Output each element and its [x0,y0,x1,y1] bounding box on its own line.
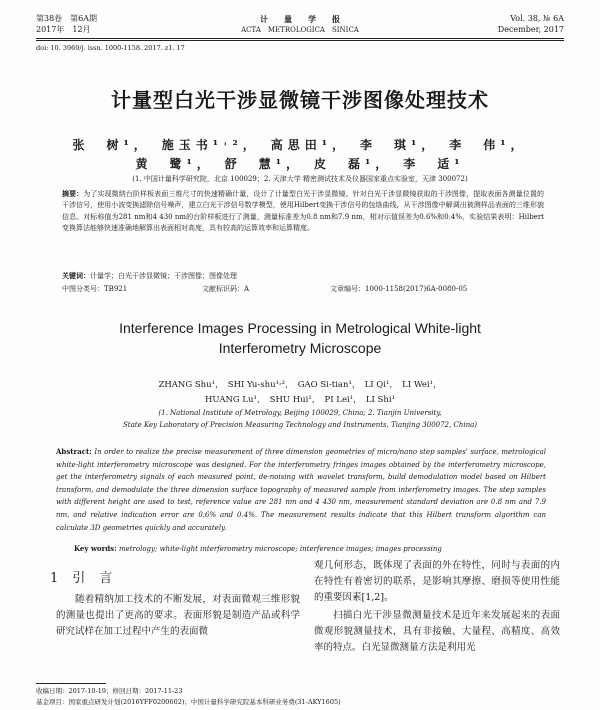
affiliation-en-line2: State Key Laboratory of Precision Measuring Technology and Instruments, Tianjing 300072, China) [123,421,477,429]
doc-code: 文献标识码：A [202,285,250,293]
header-rule [36,38,564,39]
section-number: 1 [50,571,73,586]
keywords-en-text: metrology; white-light interferometry microscope; interference images; images processing [118,545,442,553]
abstract-zh-text: 为了实现微纳台阶样板表面三维尺寸的快速精确计量，设计了计量型白光干涉显微镜。针对白光干涉显微镜获取的干涉图像，提取表面各测量位置的干涉信号，使用小波变换滤除信号噪声，建立白光干涉信号数学模型，使用Hilbert变换干涉信号的包络曲线，从干涉图像中解调出被测样品表面的三维形貌信息。对标称值为281 nm和4 430 nm的台阶样板进行了测量，测量标准差为0.8 nm和7.9 nm，相对示值误差为0.6%和0.4%，实验结果表明：Hilbert变换算法能够快速准确地解算出表面相对高度，具有较高的运算效率和运算精度。 [62,190,545,233]
header-volume-zh: 第38卷 第6A期 [36,14,98,23]
body-right-para2: 扫描白光干涉显微测量技术是近年来发展起来的表面微观形貌测量技术，具有非接触、大量程、高精度、高效率的特点。白光显微测量方法是利用光 [314,610,560,653]
clc-number: 中图分类号：TB921 [62,285,128,293]
doi: doi: 10. 3969/j. issn. 1000-1158. 2017. z1. 17 [36,44,185,52]
title-en-line2: Interferometry Microscope [218,340,382,356]
keywords-zh-label: 关键词： [62,271,90,280]
body-right-para1: 观几何形态，既体现了表面的外在特性，同时与表面的内在特性有着密切的联系，是影响其摩擦、磨损等使用性能的重要因素[1,2]。 [314,560,560,603]
authors-zh-line1: 张 树¹， 施玉书¹˒²， 高思田¹， 李 琪¹， 李 伟¹， [72,138,528,152]
title-en-line1: Interference Images Processing in Metrological White-light [119,320,481,336]
footnote-fund: 基金项目：国家重点研发计划(2016YFF0200602)；中国计量科学研究院基本科研业务费(31-AKY1605) [36,698,341,706]
header-volume-en: Vol. 38, № 6A [510,14,564,23]
header-date-zh: 2017年 12月 [36,25,91,34]
abstract-en [56,446,546,534]
keywords-zh-text: 计量学；白光干涉显微镜；干涉图像；图像处理 [90,272,237,280]
authors-zh-line2: 黄 鹭¹， 舒 慧¹， 皮 磊¹， 李 适¹ [135,157,465,171]
header-journal-en: ACTA METROLOGICA SINICA [241,26,359,34]
keywords-zh [62,270,544,282]
abstract-zh [62,188,544,235]
affiliation-en-line1: (1. National Institute of Metrology, Beijing 100029, China; 2. Tianjin University, [158,409,442,417]
keywords-en-label: Key words: [74,544,117,553]
body-left-column: 随着精纳加工技术的不断发展，对表面微观三维形貌的测量也提出了更高的要求。表面形貌是制造产品或科学研究试样在加工过程中产生的表面微 [56,594,300,637]
affiliation-zh: (1. 中国计量科学研究院，北京 100029；2. 天津大学 精密测试技术及仪器国家重点实验室，天津 300072) [132,175,468,183]
footnote-received: 收稿日期：2017-10-19；修回日期：2017-11-23 [36,687,183,695]
keywords-en [74,543,546,555]
authors-en-line2: HUANG Lu¹， SHU Hui¹， PI Lei¹， LI Shi¹ [205,395,395,405]
footnote-rule [36,683,106,684]
abstract-en-text: In order to realize the precise measurement of three dimension geometries of micro/nano step samples' surface, metrological white-light interferometry microscope was designed. For the interferometry fringes images obtained by the interferometry microscope, get the interferometry signals of each measured point, de-noising with wavelet transform, build demodulation model based on Hilbert transform, and demodulate the three dimension surface topography of measured sample from interferometry images. The step samples with different height are used to test, reference value are 281 nm and 4 430 nm, measurement standard deviation are 0.8 nm and 7.9 nm, and relative indication error are 0.6% and 0.4%. The measurement results indicate that this Hilbert transform algorithm can calculate 3D geometries quickly and accurately. [56,448,546,532]
title-zh: 计量型白光干涉显微镜干涉图像处理技术 [111,88,489,112]
header-rule-thin [36,40,564,41]
article-id: 文章编号：1000-1158(2017)6A-0080-05 [330,285,468,293]
section-heading [50,567,126,586]
header-date-en: December, 2017 [497,25,564,34]
abstract-en-label: Abstract: [56,447,92,456]
abstract-zh-label: 摘要： [62,189,84,198]
authors-en-line1: ZHANG Shu¹， SHI Yu-shu¹˒²， GAO Si-tian¹， LI Qi¹， LI Wei¹， [158,380,442,390]
header-journal-zh: 计 量 学 报 [260,14,340,24]
section-title: 引言 [72,571,127,586]
